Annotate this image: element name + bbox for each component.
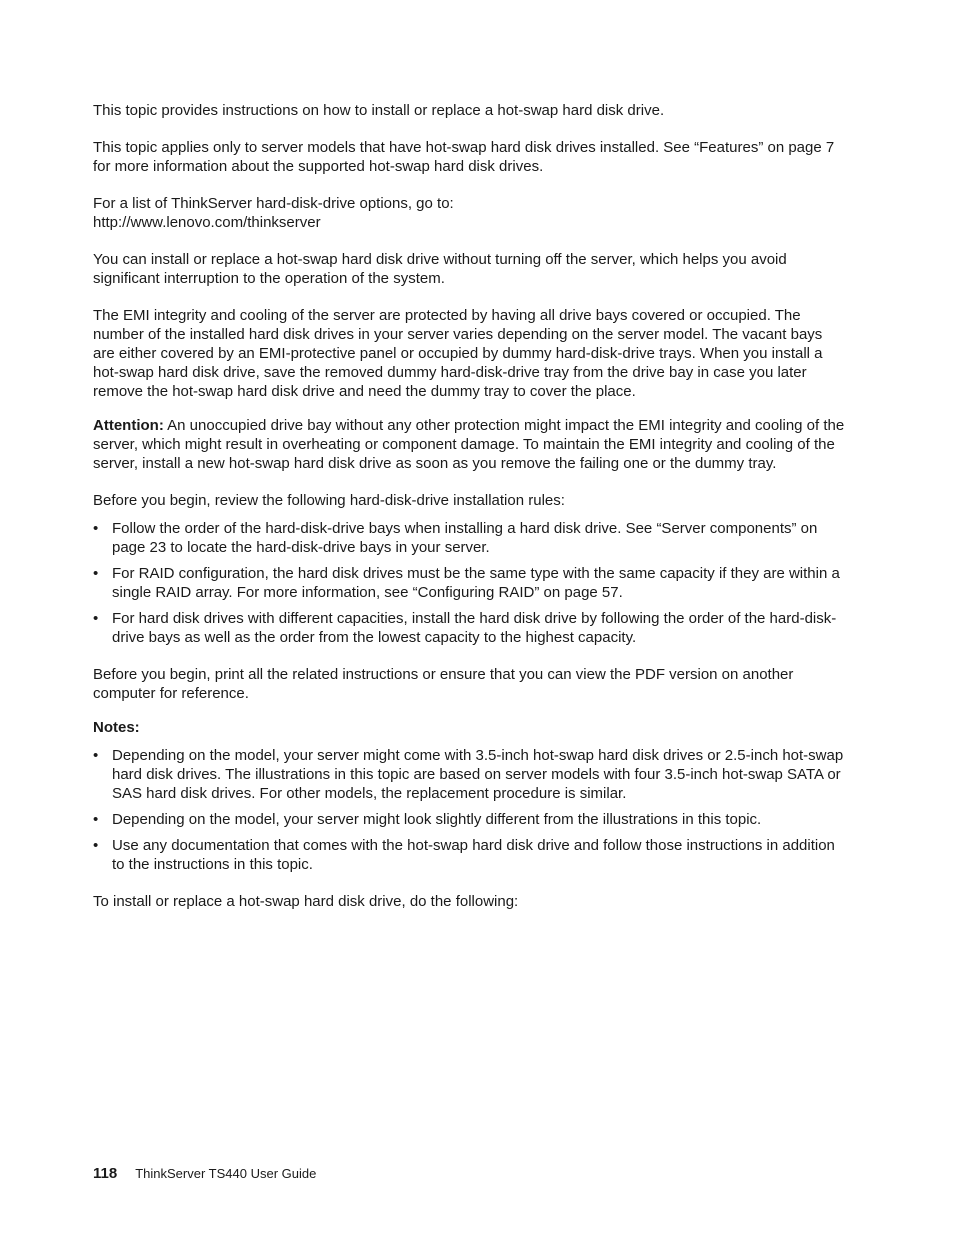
intro-paragraph: This topic provides instructions on how to install or replace a hot-swap hard disk drive. <box>93 102 665 119</box>
page-footer <box>93 1165 316 1182</box>
bullet-icon: • <box>93 811 99 828</box>
hot-swap-paragraph: You can install or replace a hot-swap hard disk drive without turning off the server, which helps you avoid significant interruption to the operation of the system. <box>93 251 787 287</box>
list-item <box>93 609 845 647</box>
options-text: For a list of ThinkServer hard-disk-drive options, go to: <box>93 195 454 212</box>
options-paragraph <box>93 194 845 232</box>
closing-paragraph: To install or replace a hot-swap hard disk drive, do the following: <box>93 893 519 910</box>
notes-heading: Notes: <box>93 719 140 736</box>
list-item-text: For RAID configuration, the hard disk drives must be the same type with the same capacity if they are within a single RAID array. For more information, see “Configuring RAID” on page 57. <box>112 565 840 601</box>
bullet-icon: • <box>93 520 99 537</box>
thinkserver-link[interactable]: http://www.lenovo.com/thinkserver <box>93 214 321 231</box>
list-item <box>93 836 845 874</box>
list-item-text: For hard disk drives with different capacities, install the hard disk drive by following the order of the hard-disk-drive bays as well as the order from the lowest capacity to the highest capacity. <box>112 610 837 646</box>
page-number: 118 <box>93 1165 118 1182</box>
bullet-icon: • <box>93 837 99 854</box>
bullet-icon: • <box>93 565 99 582</box>
rules-list <box>93 519 845 647</box>
applicability-paragraph: This topic applies only to server models that have hot-swap hard disk drives installed. See “Features” on page 7 for more information about the supported hot-swap hard disk drives. <box>93 139 835 175</box>
print-note-paragraph: Before you begin, print all the related instructions or ensure that you can view the PDF version on another computer for reference. <box>93 666 794 702</box>
guide-title: ThinkServer TS440 User Guide <box>135 1166 317 1181</box>
list-item-text: Depending on the model, your server might look slightly different from the illustrations in this topic. <box>112 811 762 828</box>
list-item <box>93 810 845 829</box>
attention-text: An unoccupied drive bay without any other protection might impact the EMI integrity and cooling of the server, which might result in overheating or component damage. To maintain the EMI integrity and cooling of the server, install a new hot-swap hard disk drive as soon as you remove the failing one or the dummy tray. <box>93 417 845 472</box>
list-item <box>93 746 845 803</box>
page-content <box>93 101 845 911</box>
list-item <box>93 564 845 602</box>
bullet-icon: • <box>93 747 99 764</box>
list-item-text: Use any documentation that comes with the hot-swap hard disk drive and follow those instructions in addition to the instructions in this topic. <box>112 837 835 873</box>
attention-paragraph <box>93 416 845 473</box>
rules-intro: Before you begin, review the following hard-disk-drive installation rules: <box>93 492 565 509</box>
notes-list <box>93 746 845 874</box>
list-item-text: Follow the order of the hard-disk-drive bays when installing a hard disk drive. See “Server components” on page 23 to locate the hard-disk-drive bays in your server. <box>112 520 818 556</box>
bullet-icon: • <box>93 610 99 627</box>
emi-paragraph: The EMI integrity and cooling of the server are protected by having all drive bays covered or occupied. The number of the installed hard disk drives in your server varies depending on the server model. The vacant bays are either covered by an EMI-protective panel or occupied by dummy hard-disk-drive trays. When you install a hot-swap hard disk drive, save the removed dummy hard-disk-drive tray from the drive bay in case you later remove the hot-swap hard disk drive and need the dummy tray to cover the place. <box>93 307 823 400</box>
list-item-text: Depending on the model, your server might come with 3.5-inch hot-swap hard disk drives or 2.5-inch hot-swap hard disk drives. The illustrations in this topic are based on server models with four 3.5-inch hot-swap SATA or SAS hard disk drives. For other models, the replacement procedure is similar. <box>112 747 844 802</box>
attention-label: Attention: <box>93 417 164 434</box>
list-item <box>93 519 845 557</box>
